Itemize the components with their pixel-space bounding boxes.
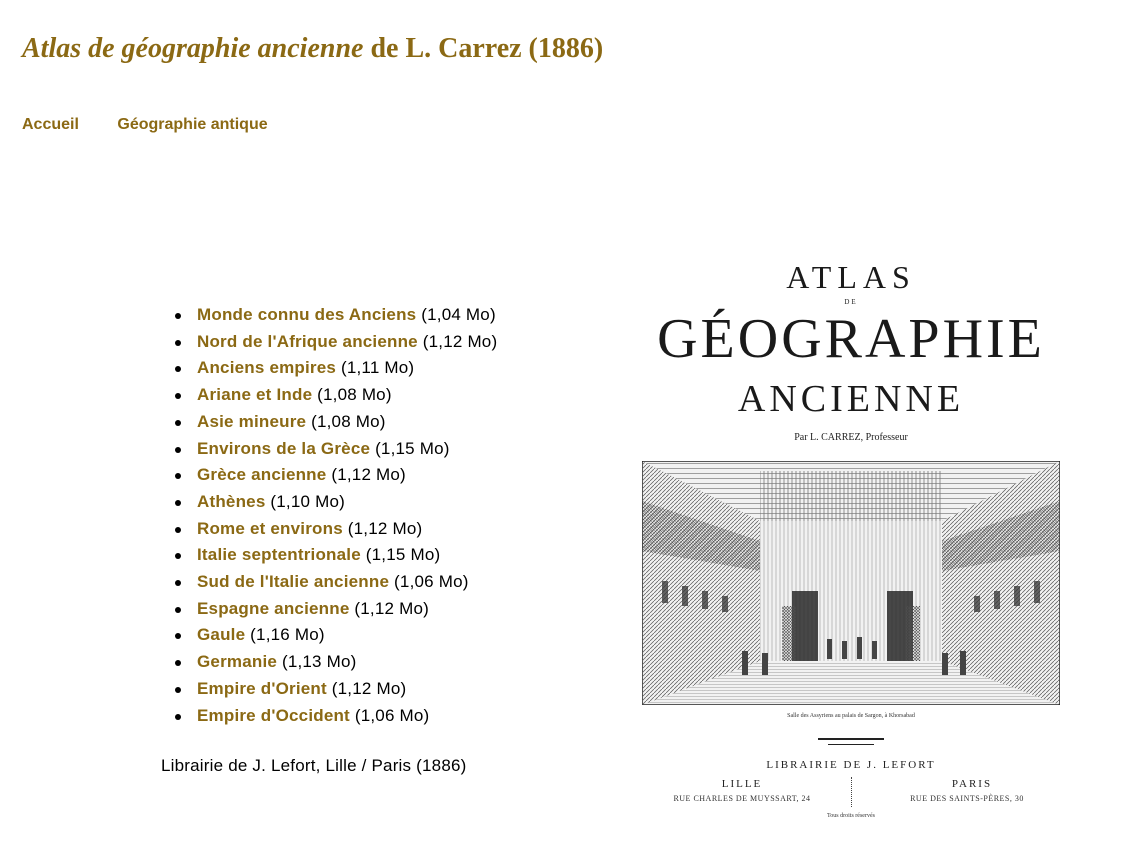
map-link[interactable]: Ariane et Inde xyxy=(197,385,313,405)
list-item xyxy=(175,302,497,329)
map-link[interactable]: Germanie xyxy=(197,652,278,672)
cover-divider xyxy=(851,777,853,807)
file-size: (1,08 Mo) xyxy=(306,411,386,431)
list-item xyxy=(175,355,497,382)
list-item xyxy=(175,622,497,649)
list-item xyxy=(175,382,497,409)
map-link[interactable]: Asie mineure xyxy=(197,411,307,431)
bullet-icon xyxy=(175,687,181,693)
file-size: (1,12 Mo) xyxy=(326,465,406,485)
map-link[interactable]: Grèce ancienne xyxy=(197,465,327,485)
bullet-icon xyxy=(175,527,181,533)
map-link[interactable]: Italie septentrionale xyxy=(197,545,361,565)
cover-street-lille: RUE CHARLES DE MUYSSART, 24 xyxy=(673,794,811,803)
cover-caption: Salle des Assyriens au palais de Sargon, à Khorsabad xyxy=(787,713,915,719)
list-item xyxy=(175,542,497,569)
list-item xyxy=(175,703,497,730)
list-item xyxy=(175,516,497,543)
cover-author: Par L. CARREZ, Professeur xyxy=(794,432,908,443)
file-size: (1,10 Mo) xyxy=(265,491,345,511)
list-item xyxy=(175,462,497,489)
bullet-icon xyxy=(175,366,181,372)
cover-title-ancienne: ANCIENNE xyxy=(737,378,965,420)
bullet-icon xyxy=(175,660,181,666)
cover-rule xyxy=(818,738,884,740)
map-link[interactable]: Empire d'Occident xyxy=(197,705,350,725)
file-size: (1,06 Mo) xyxy=(389,572,469,592)
top-nav xyxy=(22,116,302,134)
page-title xyxy=(22,33,603,65)
bullet-icon xyxy=(175,313,181,319)
bullet-icon xyxy=(175,473,181,479)
file-size: (1,11 Mo) xyxy=(336,358,415,378)
list-item xyxy=(175,649,497,676)
map-link[interactable]: Environs de la Grèce xyxy=(197,438,371,458)
map-link[interactable]: Anciens empires xyxy=(197,358,337,378)
file-size: (1,15 Mo) xyxy=(360,545,441,565)
map-link[interactable]: Monde connu des Anciens xyxy=(197,305,417,324)
file-size: (1,13 Mo) xyxy=(277,652,357,672)
file-size: (1,04 Mo) xyxy=(416,305,496,324)
bullet-icon xyxy=(175,420,181,426)
cover-library: LIBRAIRIE DE J. LEFORT xyxy=(766,759,936,771)
nav-link-geographie-antique[interactable]: Géographie antique xyxy=(117,116,268,133)
publisher-note: Librairie de J. Lefort, Lille / Paris (1886) xyxy=(161,756,467,775)
cover-rule xyxy=(828,744,874,745)
map-link[interactable]: Rome et environs xyxy=(197,518,343,538)
nav-link-accueil[interactable]: Accueil xyxy=(22,116,79,133)
map-link[interactable]: Athènes xyxy=(197,491,266,511)
list-item xyxy=(175,436,497,463)
bullet-icon xyxy=(175,500,181,506)
bullet-icon xyxy=(175,633,181,639)
cover-title-atlas: ATLAS xyxy=(786,259,916,295)
bullet-icon xyxy=(175,447,181,453)
list-item xyxy=(175,329,497,356)
file-size: (1,12 Mo) xyxy=(326,678,407,698)
list-item xyxy=(175,676,497,703)
list-item xyxy=(175,409,497,436)
file-size: (1,08 Mo) xyxy=(312,385,392,405)
bullet-icon xyxy=(175,714,181,720)
list-item xyxy=(175,596,497,623)
bullet-icon xyxy=(175,553,181,559)
file-size: (1,15 Mo) xyxy=(370,438,450,458)
page-title-italic: Atlas de géographie ancienne xyxy=(22,33,364,64)
cover-city-paris: PARIS xyxy=(951,778,993,790)
map-link[interactable]: Nord de l'Afrique ancienne xyxy=(197,331,418,351)
list-item xyxy=(175,489,497,516)
map-link[interactable]: Sud de l'Italie ancienne xyxy=(197,572,390,592)
map-link[interactable]: Espagne ancienne xyxy=(197,598,350,618)
atlas-cover-image xyxy=(622,255,1080,840)
bullet-icon xyxy=(175,607,181,613)
page-title-rest: de L. Carrez (1886) xyxy=(363,33,604,64)
map-link[interactable]: Empire d'Orient xyxy=(197,678,327,698)
map-link[interactable]: Gaule xyxy=(197,625,246,645)
bullet-icon xyxy=(175,580,181,586)
file-size: (1,06 Mo) xyxy=(349,705,430,725)
cover-footer: Tous droits réservés xyxy=(827,813,875,819)
map-list xyxy=(175,302,497,729)
cover-street-paris: RUE DES SAINTS-PÈRES, 30 xyxy=(910,794,1024,803)
file-size: (1,12 Mo) xyxy=(342,518,423,538)
cover-city-lille: LILLE xyxy=(721,778,763,790)
list-item xyxy=(175,569,497,596)
cover-engraving xyxy=(642,461,1060,705)
file-size: (1,12 Mo) xyxy=(349,598,429,618)
cover-title-geographie: GÉOGRAPHIE xyxy=(657,308,1045,370)
bullet-icon xyxy=(175,340,181,346)
file-size: (1,12 Mo) xyxy=(417,331,498,351)
cover-title-de: DE xyxy=(844,298,858,306)
bullet-icon xyxy=(175,393,181,399)
file-size: (1,16 Mo) xyxy=(245,625,325,645)
